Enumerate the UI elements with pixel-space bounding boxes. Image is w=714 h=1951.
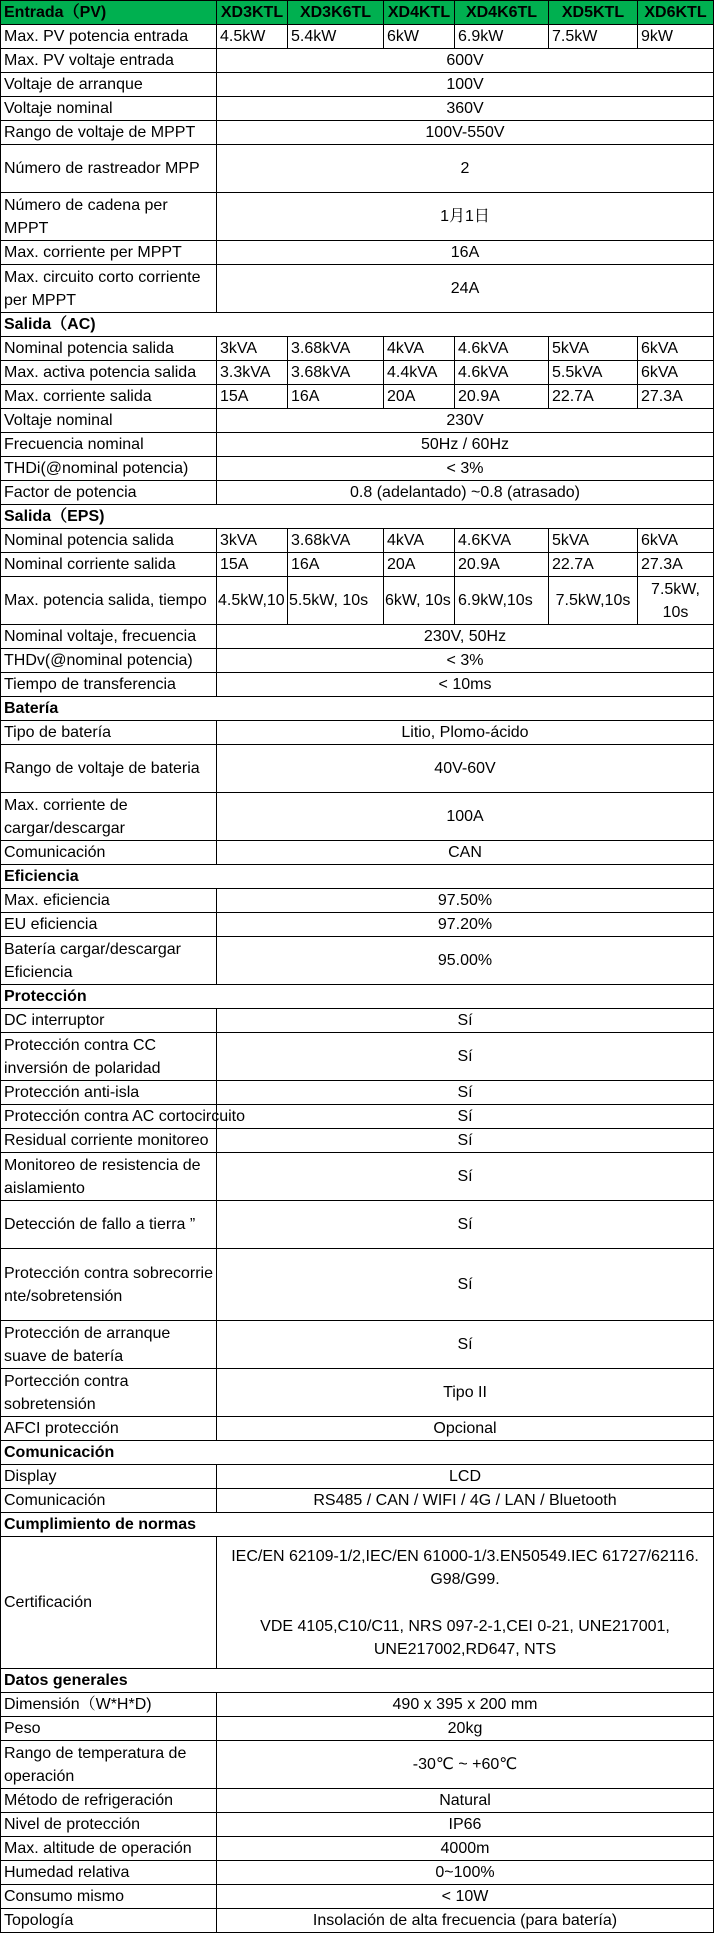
- row-value: 97.20%: [217, 913, 714, 937]
- certification-line-2: VDE 4105,C10/C11, NRS 097-2-1,CEI 0-21, UNE217001, UNE217002,RD647, NTS: [260, 1617, 670, 1658]
- table-cell: 7.5kW: [549, 25, 638, 49]
- table-row: [1, 1081, 714, 1105]
- row-label: Rango de voltaje de bateria: [1, 745, 217, 793]
- row-label: Max. potencia salida, tiempo: [1, 577, 217, 625]
- table-row: [1, 745, 714, 793]
- row-value: 97.50%: [217, 889, 714, 913]
- table-cell: 6kW: [384, 25, 455, 49]
- table-row: [1, 1717, 714, 1741]
- row-value: -30℃ ~ +60℃: [217, 1741, 714, 1789]
- row-label: Tiempo de transferencia: [1, 673, 217, 697]
- section-title-normas: Cumplimiento de normas: [1, 1513, 714, 1537]
- header-model: XD5KTL: [549, 1, 638, 25]
- spacer: [220, 1591, 710, 1615]
- table-row: [1, 1321, 714, 1369]
- table-cell: 5kVA: [549, 529, 638, 553]
- header-row: [1, 1, 714, 25]
- table-cell: 9kW: [638, 25, 714, 49]
- table-cell: 20A: [384, 385, 455, 409]
- table-row: [1, 1861, 714, 1885]
- table-cell: 22.7A: [549, 385, 638, 409]
- row-label: Comunicación: [1, 841, 217, 865]
- table-cell: 4.6kVA: [455, 361, 549, 385]
- row-label: Display: [1, 1465, 217, 1489]
- row-value: Sí: [217, 1249, 714, 1321]
- row-value: < 3%: [217, 649, 714, 673]
- table-row: [1, 1489, 714, 1513]
- table-cell: 4kVA: [384, 529, 455, 553]
- table-row: [1, 1033, 714, 1081]
- row-value: 40V-60V: [217, 745, 714, 793]
- table-row: [1, 145, 714, 193]
- row-value: 50Hz / 60Hz: [217, 433, 714, 457]
- section-header-row: [1, 865, 714, 889]
- table-row: [1, 1129, 714, 1153]
- table-cell: 4.4kVA: [384, 361, 455, 385]
- row-value: 4000m: [217, 1837, 714, 1861]
- row-value: 100V: [217, 73, 714, 97]
- row-label: Residual corriente monitoreo: [1, 1129, 217, 1153]
- row-label: Dimensión（W*H*D): [1, 1693, 217, 1717]
- table-row: [1, 433, 714, 457]
- table-row: [1, 1789, 714, 1813]
- table-row: [1, 1105, 714, 1129]
- row-value: 20kg: [217, 1717, 714, 1741]
- row-label: Humedad relativa: [1, 1861, 217, 1885]
- row-label: Peso: [1, 1717, 217, 1741]
- row-value: Litio, Plomo-ácido: [217, 721, 714, 745]
- section-title-generales: Datos generales: [1, 1669, 714, 1693]
- row-value: 230V, 50Hz: [217, 625, 714, 649]
- table-row: [1, 481, 714, 505]
- table-row: [1, 553, 714, 577]
- row-label: Certificación: [1, 1537, 217, 1669]
- row-label: Tipo de batería: [1, 721, 217, 745]
- table-cell: 20.9A: [455, 385, 549, 409]
- table-row: [1, 1693, 714, 1717]
- header-model: XD4KTL: [384, 1, 455, 25]
- table-cell: 22.7A: [549, 553, 638, 577]
- row-value: 0.8 (adelantado) ~0.8 (atrasado): [217, 481, 714, 505]
- row-label: Max. circuito corto corriente per MPPT: [1, 265, 217, 313]
- table-row: [1, 1465, 714, 1489]
- table-row: [1, 913, 714, 937]
- row-value: Sí: [217, 1129, 714, 1153]
- table-row: [1, 793, 714, 841]
- table-cell: 7.5kW,10s: [549, 577, 638, 625]
- section-title-salida-ac: Salida（AC): [1, 313, 714, 337]
- row-value: RS485 / CAN / WIFI / 4G / LAN / Bluetooth: [217, 1489, 714, 1513]
- table-row: [1, 673, 714, 697]
- row-value: IP66: [217, 1813, 714, 1837]
- row-label: THDv(@nominal potencia): [1, 649, 217, 673]
- section-header-row: [1, 313, 714, 337]
- row-label: Voltaje de arranque: [1, 73, 217, 97]
- row-label: EU eficiencia: [1, 913, 217, 937]
- header-model: XD3K6TL: [288, 1, 384, 25]
- table-cell: 16A: [288, 553, 384, 577]
- row-label: Max. activa potencia salida: [1, 361, 217, 385]
- table-row: [1, 1537, 714, 1669]
- row-label: Protección contra AC cortocircuito: [1, 1105, 217, 1129]
- section-header-row: [1, 697, 714, 721]
- table-cell: 3.68kVA: [288, 529, 384, 553]
- row-value: LCD: [217, 1465, 714, 1489]
- row-label: Voltaje nominal: [1, 97, 217, 121]
- table-row: [1, 457, 714, 481]
- row-label: Portección contra sobretensión: [1, 1369, 217, 1417]
- certification-cell: [217, 1537, 714, 1669]
- table-row: [1, 1009, 714, 1033]
- row-value: 0~100%: [217, 1861, 714, 1885]
- header-entrada-pv: Entrada（PV): [1, 1, 217, 25]
- row-value: Sí: [217, 1009, 714, 1033]
- table-cell: 5kVA: [549, 337, 638, 361]
- table-row: [1, 1201, 714, 1249]
- header-model: XD3KTL: [217, 1, 288, 25]
- row-value: Insolación de alta frecuencia (para batería): [217, 1909, 714, 1933]
- row-label: Nominal potencia salida: [1, 529, 217, 553]
- row-label: Rango de temperatura de operación: [1, 1741, 217, 1789]
- row-label: Protección anti-isla: [1, 1081, 217, 1105]
- row-label: Frecuencia nominal: [1, 433, 217, 457]
- section-header-row: [1, 505, 714, 529]
- section-title-comunicacion: Comunicación: [1, 1441, 714, 1465]
- table-cell: 20.9A: [455, 553, 549, 577]
- table-row: [1, 361, 714, 385]
- table-row: [1, 649, 714, 673]
- header-model: XD6KTL: [638, 1, 714, 25]
- table-row: [1, 73, 714, 97]
- table-cell: 6kVA: [638, 361, 714, 385]
- row-label: Voltaje nominal: [1, 409, 217, 433]
- table-row: [1, 49, 714, 73]
- row-value: Sí: [217, 1153, 714, 1201]
- certification-line-1: IEC/EN 62109-1/2,IEC/EN 61000-1/3.EN50549.IEC 61727/62116. G98/G99.: [231, 1547, 699, 1588]
- table-row: [1, 841, 714, 865]
- row-label: Max. PV potencia entrada: [1, 25, 217, 49]
- row-label: Topología: [1, 1909, 217, 1933]
- table-cell: 3.68kVA: [288, 337, 384, 361]
- table-cell: 5.4kW: [288, 25, 384, 49]
- table-cell: 5.5kW, 10s: [288, 577, 384, 625]
- table-row: [1, 241, 714, 265]
- row-value: Sí: [217, 1321, 714, 1369]
- row-label: Consumo mismo: [1, 1885, 217, 1909]
- row-value: < 10ms: [217, 673, 714, 697]
- table-row: [1, 385, 714, 409]
- table-row: [1, 25, 714, 49]
- table-cell: 4.5kW: [217, 25, 288, 49]
- table-row: [1, 193, 714, 241]
- row-value: 600V: [217, 49, 714, 73]
- table-cell: 6kVA: [638, 337, 714, 361]
- table-cell: 3.3kVA: [217, 361, 288, 385]
- section-header-row: [1, 1513, 714, 1537]
- table-cell: 6.9kW: [455, 25, 549, 49]
- section-title-eficiencia: Eficiencia: [1, 865, 714, 889]
- row-value: Tipo II: [217, 1369, 714, 1417]
- table-cell: 27.3A: [638, 553, 714, 577]
- section-title-bateria: Batería: [1, 697, 714, 721]
- row-label: Nominal corriente salida: [1, 553, 217, 577]
- table-row: [1, 721, 714, 745]
- table-cell: 16A: [288, 385, 384, 409]
- row-value: < 10W: [217, 1885, 714, 1909]
- row-label: Max. altitude de operación: [1, 1837, 217, 1861]
- row-label: Rango de voltaje de MPPT: [1, 121, 217, 145]
- row-value: 1月1日: [217, 193, 714, 241]
- row-value: CAN: [217, 841, 714, 865]
- row-label: Protección contra sobrecorriente/sobretensión: [1, 1249, 217, 1321]
- table-row: [1, 1153, 714, 1201]
- row-value: Sí: [217, 1081, 714, 1105]
- header-model: XD4K6TL: [455, 1, 549, 25]
- table-cell: 3kVA: [217, 337, 288, 361]
- table-row: [1, 577, 714, 625]
- table-cell: 6kW, 10s: [384, 577, 455, 625]
- row-value: 100V-550V: [217, 121, 714, 145]
- row-label: Comunicación: [1, 1489, 217, 1513]
- row-value: < 3%: [217, 457, 714, 481]
- row-value: 230V: [217, 409, 714, 433]
- row-value: Sí: [217, 1105, 714, 1129]
- table-cell: 4.5kW,10: [217, 577, 288, 625]
- row-value: 360V: [217, 97, 714, 121]
- section-title-proteccion: Protección: [1, 985, 714, 1009]
- row-label: THDi(@nominal potencia): [1, 457, 217, 481]
- row-label: Protección contra CC inversión de polaridad: [1, 1033, 217, 1081]
- table-row: [1, 625, 714, 649]
- row-label: Número de cadena per MPPT: [1, 193, 217, 241]
- row-label: Nivel de protección: [1, 1813, 217, 1837]
- table-cell: 6.9kW,10s: [455, 577, 549, 625]
- table-row: [1, 1909, 714, 1933]
- table-row: [1, 1369, 714, 1417]
- row-value: Natural: [217, 1789, 714, 1813]
- table-cell: 7.5kW, 10s: [638, 577, 714, 625]
- row-label: AFCI protección: [1, 1417, 217, 1441]
- table-cell: 3.68kVA: [288, 361, 384, 385]
- row-value: Sí: [217, 1033, 714, 1081]
- table-row: [1, 889, 714, 913]
- table-row: [1, 265, 714, 313]
- table-row: [1, 97, 714, 121]
- row-label: Monitoreo de resistencia de aislamiento: [1, 1153, 217, 1201]
- row-value: 95.00%: [217, 937, 714, 985]
- row-label: Factor de potencia: [1, 481, 217, 505]
- row-value: 24A: [217, 265, 714, 313]
- row-label: Nominal voltaje, frecuencia: [1, 625, 217, 649]
- table-row: [1, 937, 714, 985]
- row-label: Max. corriente salida: [1, 385, 217, 409]
- table-cell: 15A: [217, 553, 288, 577]
- table-cell: 5.5kVA: [549, 361, 638, 385]
- row-value: 2: [217, 145, 714, 193]
- table-row: [1, 1837, 714, 1861]
- table-row: [1, 1741, 714, 1789]
- row-label: Detección de fallo a tierra ”: [1, 1201, 217, 1249]
- table-row: [1, 1885, 714, 1909]
- table-row: [1, 337, 714, 361]
- row-value: 100A: [217, 793, 714, 841]
- row-label: Max. corriente per MPPT: [1, 241, 217, 265]
- section-header-row: [1, 1669, 714, 1693]
- section-title-salida-eps: Salida（EPS): [1, 505, 714, 529]
- row-label: Max. corriente de cargar/descargar: [1, 793, 217, 841]
- table-cell: 3kVA: [217, 529, 288, 553]
- table-row: [1, 529, 714, 553]
- row-label: Batería cargar/descargar Eficiencia: [1, 937, 217, 985]
- row-value: 490 x 395 x 200 mm: [217, 1693, 714, 1717]
- table-row: [1, 1417, 714, 1441]
- table-cell: 4.6kVA: [455, 337, 549, 361]
- row-label: Protección de arranque suave de batería: [1, 1321, 217, 1369]
- table-cell: 4kVA: [384, 337, 455, 361]
- table-cell: 20A: [384, 553, 455, 577]
- table-row: [1, 1249, 714, 1321]
- row-value: Sí: [217, 1201, 714, 1249]
- row-value: 16A: [217, 241, 714, 265]
- table-cell: 6kVA: [638, 529, 714, 553]
- row-label: Número de rastreador MPP: [1, 145, 217, 193]
- row-label: DC interruptor: [1, 1009, 217, 1033]
- table-row: [1, 121, 714, 145]
- row-label: Nominal potencia salida: [1, 337, 217, 361]
- row-label: Max. PV voltaje entrada: [1, 49, 217, 73]
- table-cell: 27.3A: [638, 385, 714, 409]
- section-header-row: [1, 985, 714, 1009]
- table-row: [1, 1813, 714, 1837]
- table-cell: 4.6KVA: [455, 529, 549, 553]
- row-label: Método de refrigeración: [1, 1789, 217, 1813]
- section-header-row: [1, 1441, 714, 1465]
- row-value: Opcional: [217, 1417, 714, 1441]
- table-cell: 15A: [217, 385, 288, 409]
- row-label: Max. eficiencia: [1, 889, 217, 913]
- table-row: [1, 409, 714, 433]
